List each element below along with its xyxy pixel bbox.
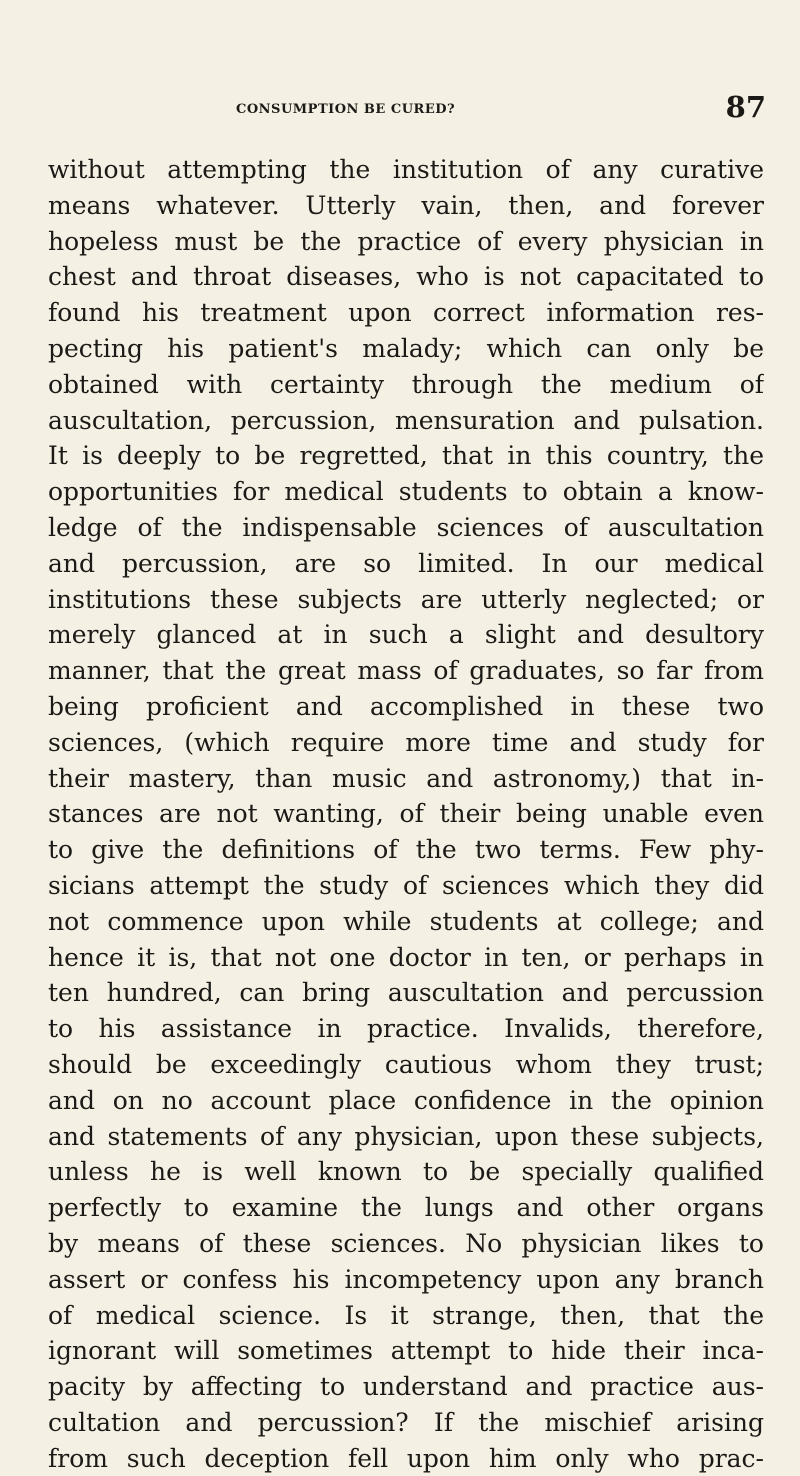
text-line: should be exceedingly cautious whom they trust; bbox=[48, 1049, 764, 1079]
text-line: means whatever. Utterly vain, then, and forever bbox=[48, 190, 764, 220]
text-line: from such deception fell upon him only who prac- bbox=[48, 1443, 764, 1473]
text-line: auscultation, percussion, mensuration and pulsation. bbox=[48, 405, 764, 435]
text-line: pacity by affecting to understand and practice aus- bbox=[48, 1372, 764, 1402]
text-line: pecting his patient's malady; which can only be bbox=[48, 333, 764, 363]
text-line: and on no account place confidence in the opinion bbox=[48, 1085, 764, 1115]
text-line: found his treatment upon correct information res- bbox=[48, 298, 764, 328]
text-line: by means of these sciences. No physician likes to bbox=[48, 1228, 764, 1258]
text-line: their mastery, than music and astronomy,) that in- bbox=[48, 763, 764, 793]
text-line: being proficient and accomplished in these two bbox=[48, 691, 764, 721]
text-line: to give the definitions of the two terms. Few phy- bbox=[48, 835, 764, 865]
text-line: cultation and percussion? If the mischief arising bbox=[48, 1407, 764, 1437]
text-line: to his assistance in practice. Invalids, therefore, bbox=[48, 1014, 764, 1044]
running-head bbox=[48, 90, 766, 124]
text-line: stances are not wanting, of their being unable even bbox=[48, 799, 764, 829]
text-line: unless he is well known to be specially qualified bbox=[48, 1157, 764, 1187]
text-line: hopeless must be the practice of every physician in bbox=[48, 226, 764, 256]
text-line: ten hundred, can bring auscultation and percussion bbox=[48, 978, 764, 1008]
body-text bbox=[48, 152, 764, 1476]
text-line: and statements of any physician, upon these subjects, bbox=[48, 1121, 764, 1151]
text-line: perfectly to examine the lungs and other organs bbox=[48, 1193, 764, 1223]
text-line: It is deeply to be regretted, that in this country, the bbox=[48, 441, 764, 471]
text-line: of medical science. Is it strange, then, that the bbox=[48, 1300, 764, 1330]
text-line: sicians attempt the study of sciences which they did bbox=[48, 870, 764, 900]
text-line: ignorant will sometimes attempt to hide their inca- bbox=[48, 1336, 764, 1366]
page-number: 87 bbox=[725, 90, 766, 124]
text-line: opportunities for medical students to obtain a know- bbox=[48, 477, 764, 507]
text-line: sciences, (which require more time and study for bbox=[48, 727, 764, 757]
text-line: chest and throat diseases, who is not capacitated to bbox=[48, 262, 764, 292]
text-line: manner, that the great mass of graduates, so far from bbox=[48, 656, 764, 686]
text-line: without attempting the institution of any curative bbox=[48, 155, 764, 184]
text-line: hence it is, that not one doctor in ten, or perhaps in bbox=[48, 942, 764, 972]
text-line: ledge of the indispensable sciences of auscultation bbox=[48, 512, 764, 542]
text-line: institutions these subjects are utterly neglected; or bbox=[48, 584, 764, 614]
text-line: assert or confess his incompetency upon any branch bbox=[48, 1264, 764, 1294]
text-line: not commence upon while students at college; and bbox=[48, 906, 764, 936]
text-line: and percussion, are so limited. In our medical bbox=[48, 548, 764, 578]
text-line: merely glanced at in such a slight and desultory bbox=[48, 620, 764, 650]
text-line: obtained with certainty through the medium of bbox=[48, 369, 764, 399]
running-title: consumption be cured? bbox=[236, 96, 456, 118]
